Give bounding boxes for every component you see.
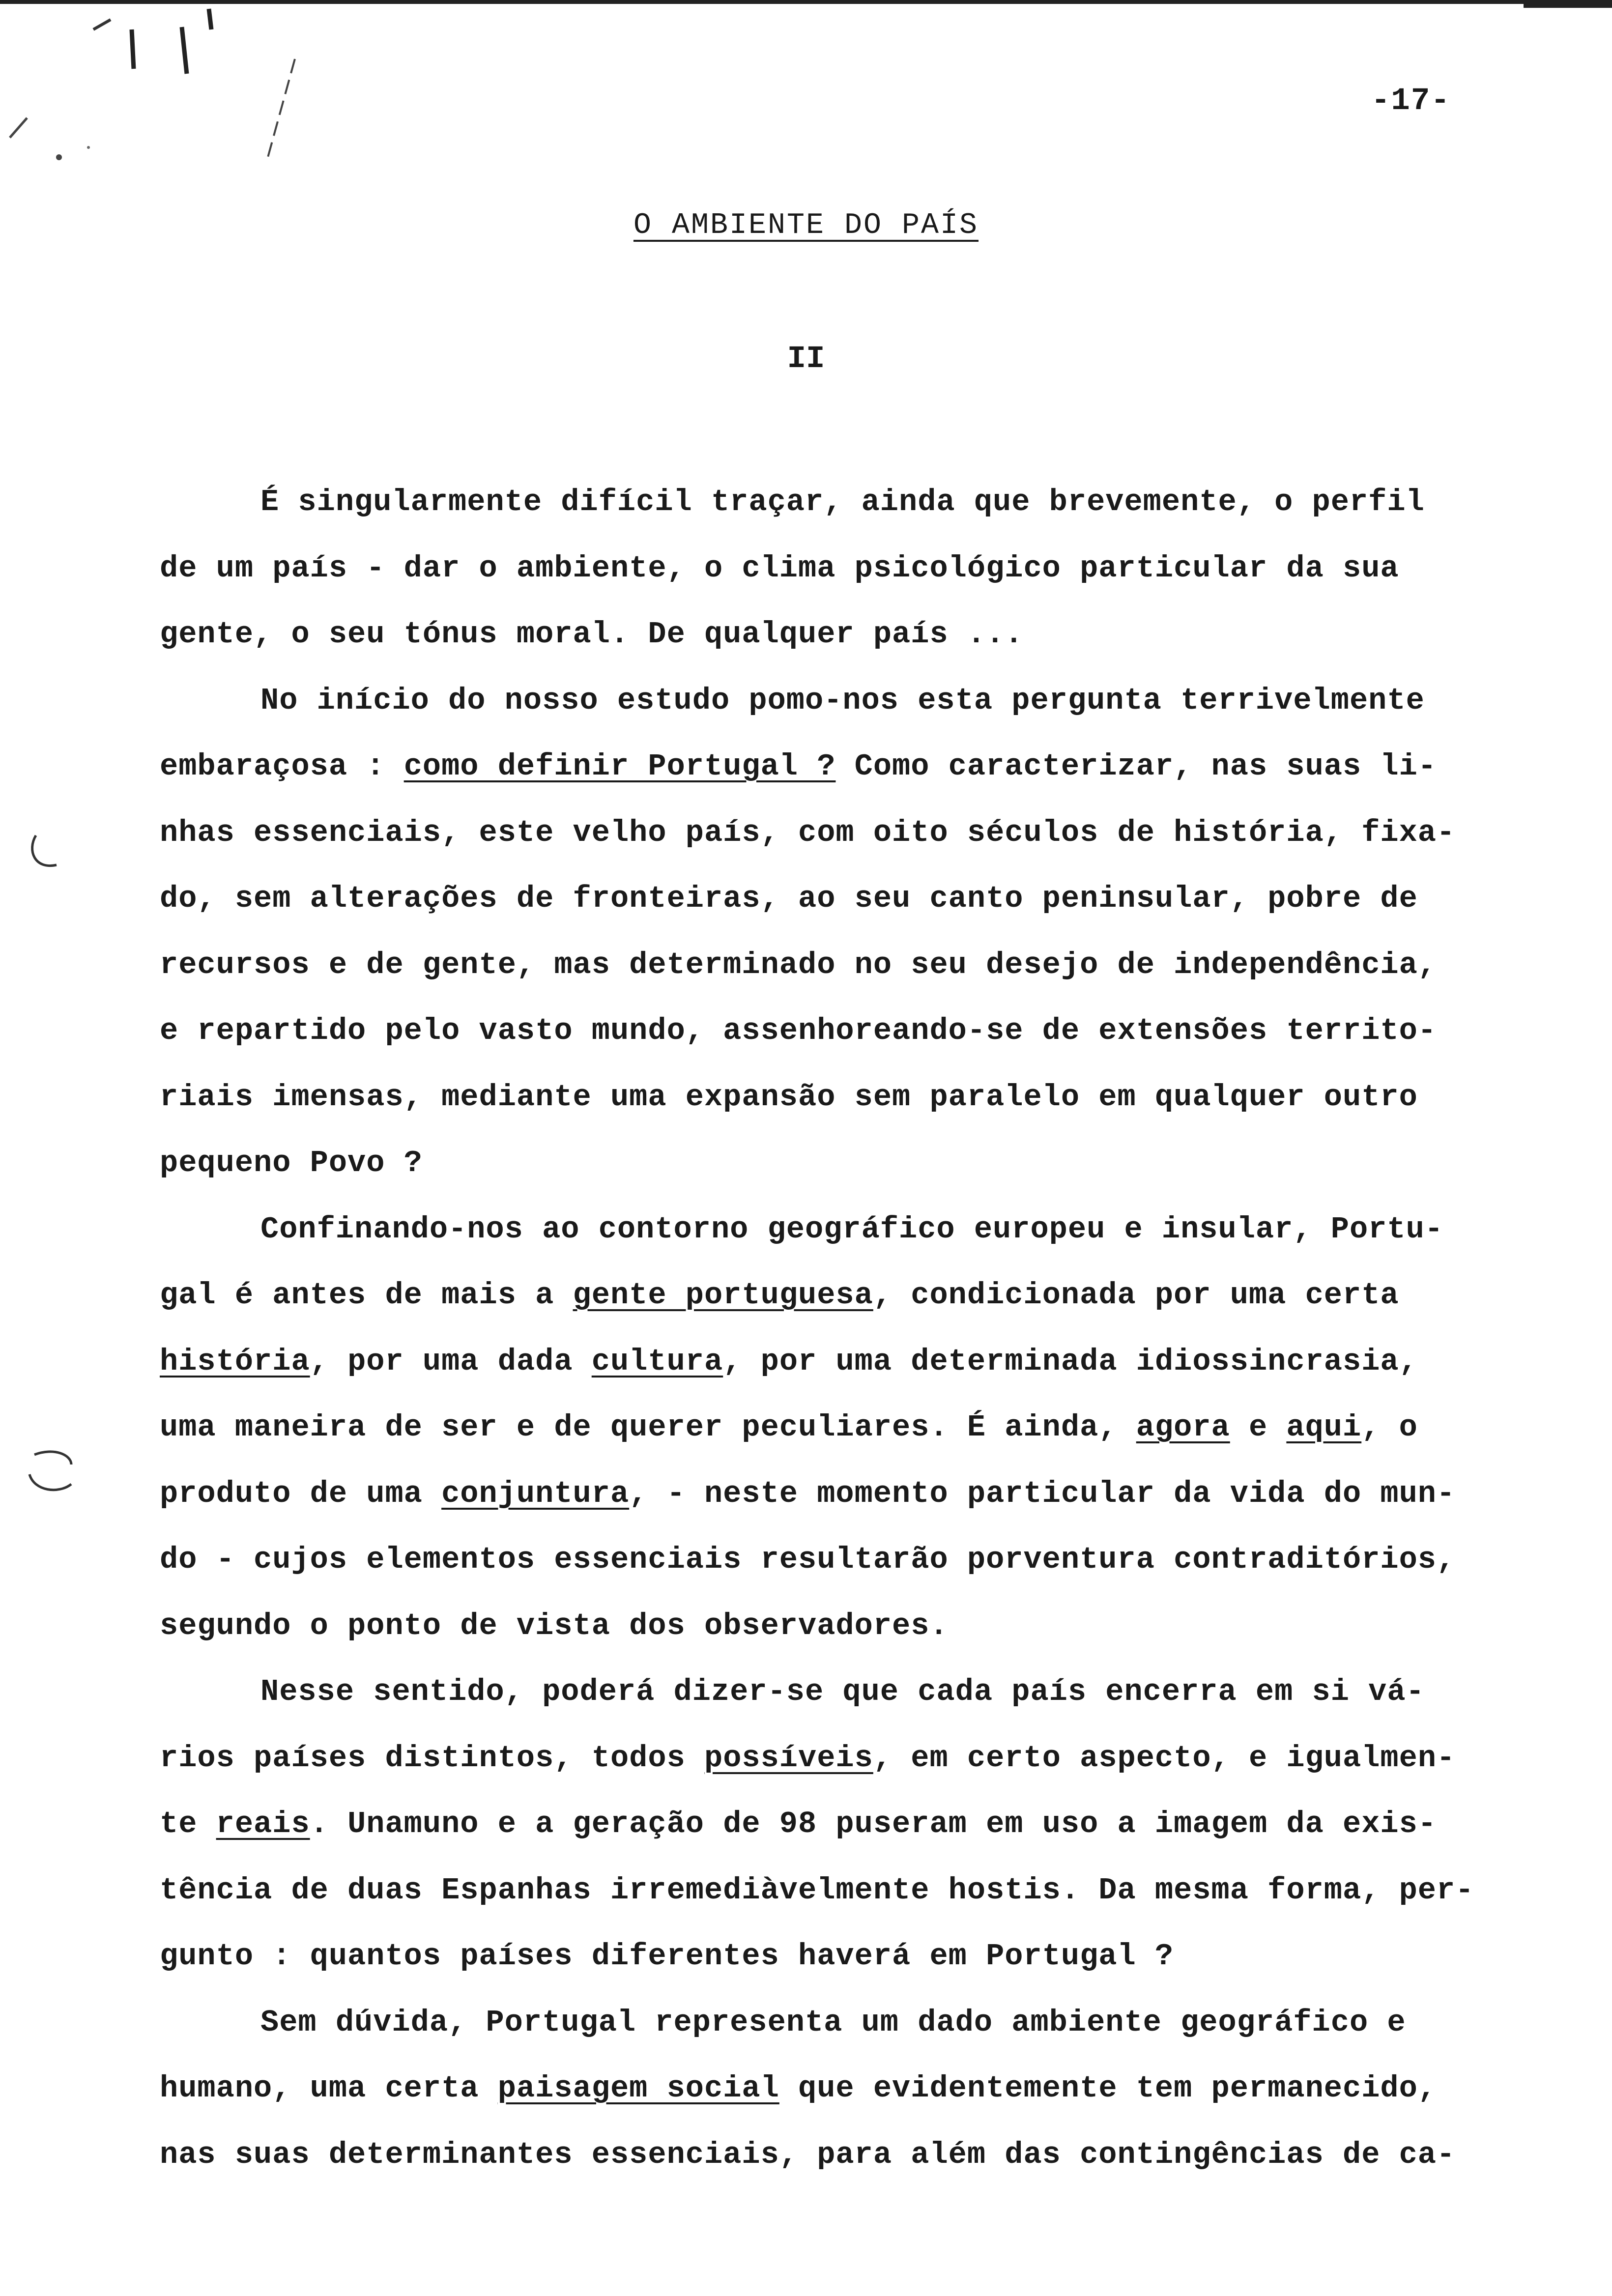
text-line: e repartido pelo vasto mundo, assenhoreando-se de extensões territo-: [160, 1013, 1437, 1048]
section-number: II: [787, 342, 825, 377]
page-number: -17-: [1371, 84, 1451, 119]
text-line: No início do nosso estudo pomo-nos esta pergunta terrivelmente: [260, 683, 1425, 718]
underlined-phrase: como definir Portugal ?: [403, 749, 836, 784]
text-line: nas suas determinantes essenciais, para além das contingências de ca-: [160, 2137, 1456, 2172]
text-line: riais imensas, mediante uma expansão sem paralelo em qualquer outro: [160, 1079, 1418, 1115]
text-line: do, sem alterações de fronteiras, ao seu canto peninsular, pobre de: [160, 881, 1418, 916]
margin-punch-mark-lower: [25, 1445, 79, 1499]
text-line: gal é antes de mais a gente portuguesa, condicionada por uma certa: [160, 1278, 1399, 1313]
text-line: É singularmente difícil traçar, ainda que brevemente, o perfil: [260, 485, 1425, 519]
text-line: Nesse sentido, poderá dizer-se que cada país encerra em si vá-: [260, 1674, 1425, 1709]
text-line: gunto : quantos países diferentes haverá em Portugal ?: [160, 1939, 1174, 1974]
underlined-phrase: reais: [216, 1807, 310, 1841]
text-line: uma maneira de ser e de querer peculiares. É ainda, agora e aqui, o: [160, 1410, 1418, 1445]
text-line: humano, uma certa paisagem social que evidentemente tem permanecido,: [160, 2071, 1437, 2106]
text-line: do - cujos elementos essenciais resultarão porventura contraditórios,: [160, 1542, 1456, 1577]
text-line: te reais. Unamuno e a geração de 98 puseram em uso a imagem da exis-: [160, 1807, 1437, 1841]
chapter-title: [0, 209, 1612, 242]
underlined-phrase: gente portuguesa: [573, 1278, 873, 1313]
text-line: pequeno Povo ?: [160, 1146, 423, 1180]
margin-punch-mark-upper: [27, 831, 66, 875]
underlined-phrase: agora: [1136, 1410, 1230, 1445]
text-line: tência de duas Espanhas irremediàvelmente hostis. Da mesma forma, per-: [160, 1872, 1474, 1908]
text-line: história, por uma dada cultura, por uma determinada idiossincrasia,: [160, 1344, 1418, 1379]
underlined-phrase: história: [160, 1344, 310, 1379]
text-line: de um país - dar o ambiente, o clima psicológico particular da sua: [160, 550, 1399, 586]
text-line: Confinando-nos ao contorno geográfico europeu e insular, Portu-: [260, 1211, 1443, 1247]
text-line: gente, o seu tónus moral. De qualquer país ...: [160, 617, 1024, 652]
text-line: recursos e de gente, mas determinado no seu desejo de independência,: [160, 947, 1437, 982]
underlined-phrase: cultura: [591, 1344, 723, 1379]
top-edge-rule-tail: [1524, 3, 1612, 8]
body-text: [160, 469, 1560, 2188]
text-line: produto de uma conjuntura, - neste momento particular da vida do mun-: [160, 1476, 1456, 1511]
handwritten-mark-top-left: [0, 0, 344, 197]
underlined-phrase: possíveis: [704, 1740, 873, 1776]
text-line: nhas essenciais, este velho país, com oito séculos de história, fixa-: [160, 815, 1456, 850]
text-line: segundo o ponto de vista dos observadores.: [160, 1608, 949, 1643]
underlined-phrase: aqui: [1286, 1410, 1362, 1445]
chapter-title-text: O AMBIENTE DO PAÍS: [633, 209, 979, 242]
text-line: rios países distintos, todos possíveis, em certo aspecto, e igualmen-: [160, 1740, 1456, 1776]
text-line: Sem dúvida, Portugal representa um dado ambiente geográfico e: [260, 2005, 1406, 2040]
underlined-phrase: paisagem social: [497, 2071, 779, 2106]
underlined-phrase: conjuntura: [441, 1476, 630, 1511]
text-line: embaraçosa : como definir Portugal ? Como caracterizar, nas suas li-: [160, 749, 1437, 784]
